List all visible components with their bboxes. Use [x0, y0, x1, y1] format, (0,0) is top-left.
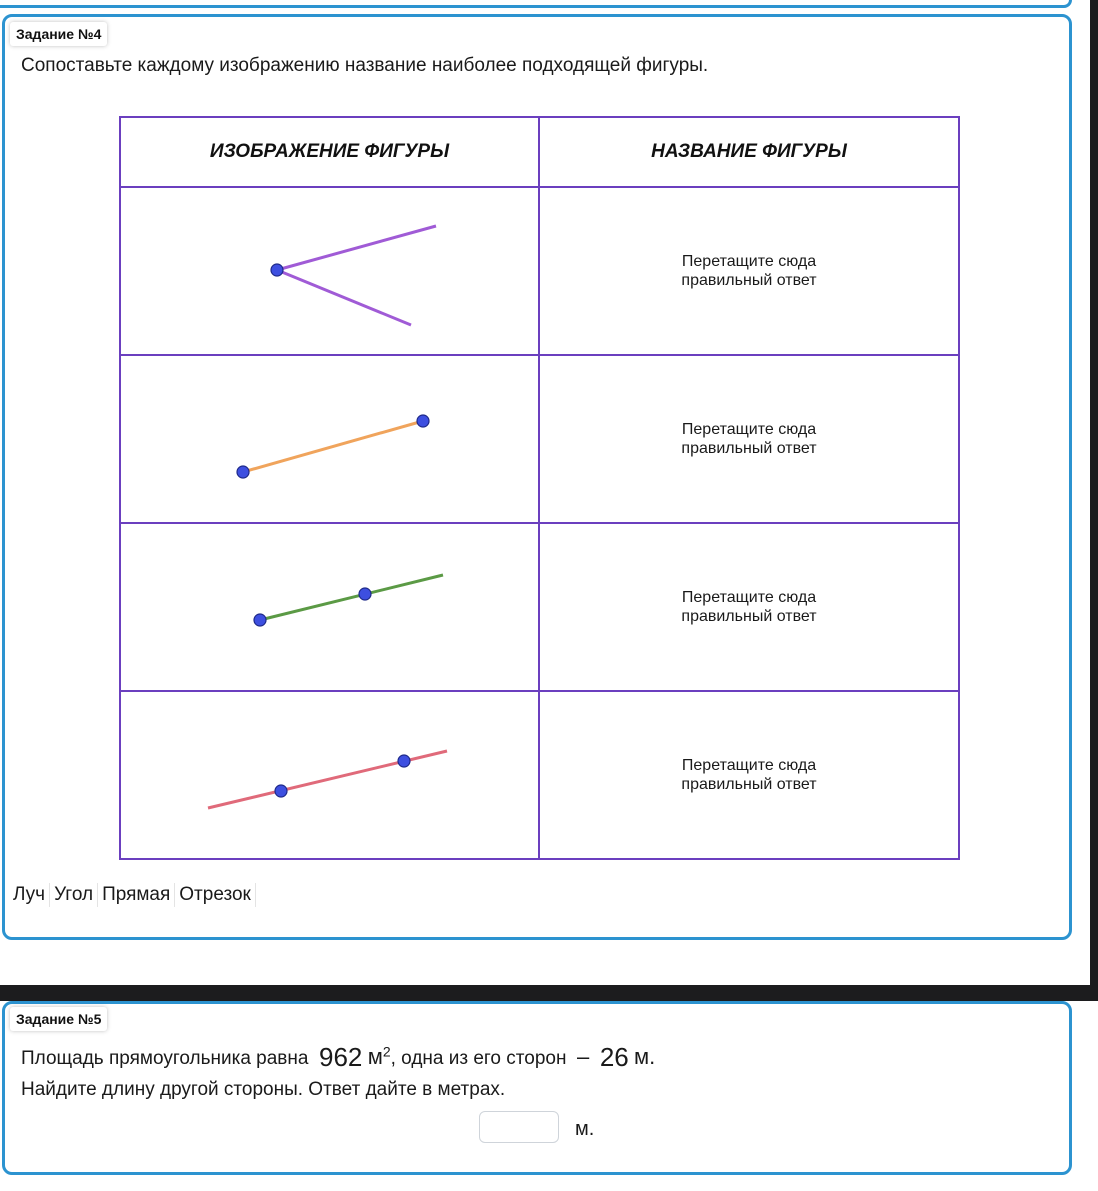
- answer-input[interactable]: [479, 1111, 559, 1143]
- angle-vertex-point: [271, 264, 283, 276]
- task-5-statement: [21, 1042, 655, 1073]
- drop-hint-line1: Перетащите сюда: [681, 421, 817, 438]
- drop-hint-line2: правильный ответ: [681, 272, 817, 289]
- task-5-card: [2, 1001, 1072, 1175]
- drop-hint-line1: Перетащите сюда: [681, 589, 817, 606]
- task-4-card: [2, 14, 1072, 940]
- option-line[interactable]: Прямая: [98, 883, 175, 907]
- segment-figure-icon: [121, 357, 536, 521]
- drop-hint-line2: правильный ответ: [681, 440, 817, 457]
- previous-card-edge: [0, 0, 1098, 10]
- table-row: [120, 355, 959, 523]
- area-unit: м: [367, 1044, 383, 1069]
- previous-card-border: [0, 0, 1072, 8]
- task-5-badge: Задание №5: [10, 1007, 107, 1031]
- line-point-1: [275, 785, 287, 797]
- header-figure-name: НАЗВАНИЕ ФИГУРЫ: [539, 117, 959, 187]
- drop-hint-line1: Перетащите сюда: [681, 757, 817, 774]
- drop-zone-2[interactable]: [539, 355, 959, 523]
- line-figure-icon: [121, 693, 536, 857]
- area-value: 962: [319, 1042, 363, 1072]
- option-ray[interactable]: Луч: [9, 883, 50, 907]
- segment-endpoint-right: [417, 415, 429, 427]
- task-4-badge: Задание №4: [10, 22, 107, 46]
- table-row: [120, 691, 959, 859]
- figure-cell: [120, 355, 539, 523]
- drop-zone-4[interactable]: [539, 691, 959, 859]
- table-row: [120, 523, 959, 691]
- figure-cell: [120, 523, 539, 691]
- ray-second-point: [359, 588, 371, 600]
- header-figure-image: ИЗОБРАЖЕНИЕ ФИГУРЫ: [120, 117, 539, 187]
- drop-zone-3[interactable]: [539, 523, 959, 691]
- task-4-question: Сопоставьте каждому изображению название наиболее подходящей фигуры.: [21, 55, 709, 76]
- drop-hint-line2: правильный ответ: [681, 776, 817, 793]
- side-unit: м.: [634, 1044, 656, 1069]
- ray-origin-point: [254, 614, 266, 626]
- drop-hint-line2: правильный ответ: [681, 608, 817, 625]
- answer-options: [9, 883, 256, 907]
- option-angle[interactable]: Угол: [50, 883, 98, 907]
- matching-table: [119, 116, 960, 860]
- separator-band: [0, 985, 1098, 1001]
- statement-middle: , одна из его сторон: [390, 1048, 567, 1069]
- area-exponent: 2: [382, 1043, 391, 1060]
- table-row: [120, 187, 959, 355]
- drop-hint-line1: Перетащите сюда: [681, 253, 817, 270]
- segment-endpoint-left: [237, 466, 249, 478]
- task-5-instruction: Найдите длину другой стороны. Ответ дайте в метрах.: [21, 1079, 506, 1100]
- figure-cell: [120, 691, 539, 859]
- drop-zone-1[interactable]: [539, 187, 959, 355]
- straight-line: [208, 751, 447, 808]
- side-value: 26: [599, 1042, 629, 1072]
- answer-unit: м.: [575, 1118, 595, 1140]
- angle-ray-lower: [277, 270, 411, 325]
- ray-line: [260, 575, 443, 620]
- angle-figure-icon: [121, 189, 536, 353]
- window-edge: [1090, 0, 1098, 1001]
- figure-cell: [120, 187, 539, 355]
- statement-dash: –: [577, 1044, 590, 1069]
- ray-figure-icon: [121, 525, 536, 689]
- table-header-row: [120, 117, 959, 187]
- statement-prefix: Площадь прямоугольника равна: [21, 1048, 309, 1069]
- line-point-2: [398, 755, 410, 767]
- option-segment[interactable]: Отрезок: [175, 883, 256, 907]
- segment-line: [243, 421, 423, 472]
- angle-ray-upper: [277, 226, 436, 270]
